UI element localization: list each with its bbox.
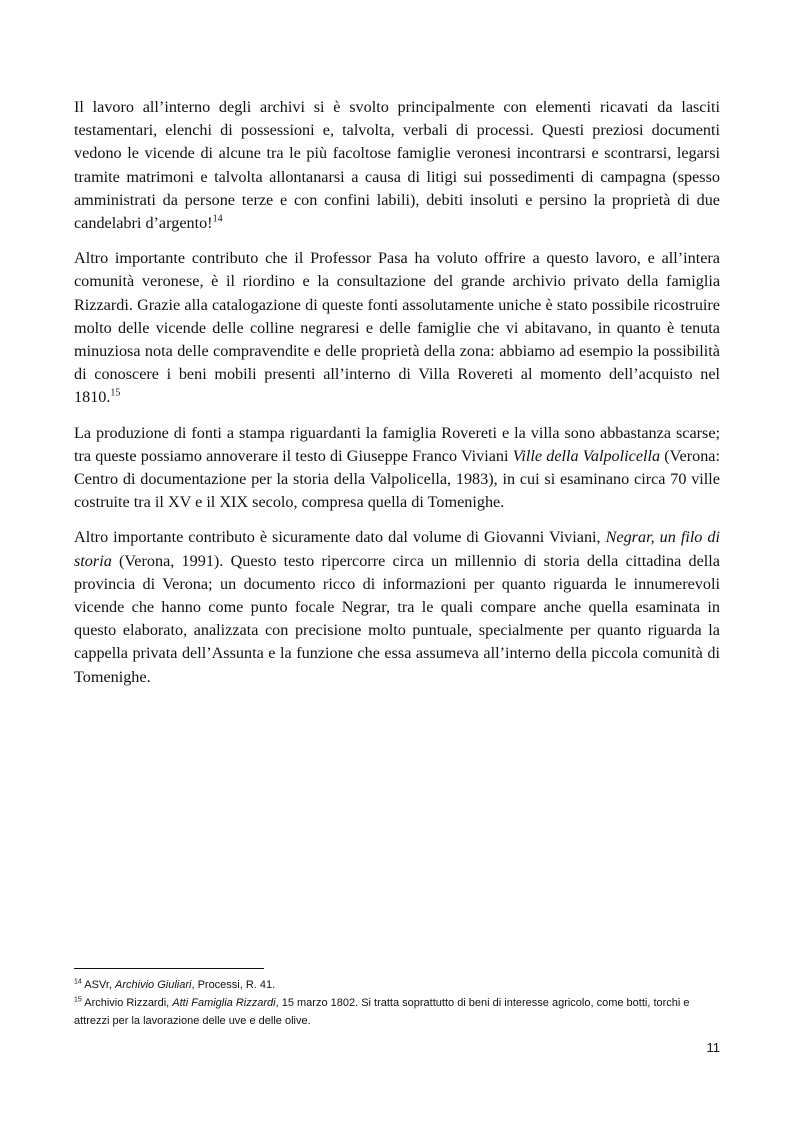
paragraph-printed-sources (74, 422, 720, 515)
footnote-text: Archivio Rizzardi, (81, 997, 173, 1009)
footnote-text: , Processi, R. 41. (191, 979, 276, 991)
book-title: Ville della Valpolicella (512, 446, 661, 465)
footnote-14 (74, 976, 720, 994)
paragraph-text: Altro importante contributo che il Professor Pasa ha voluto offrire a questo lavoro, e all’intera comunità veronese, è il riordino e la consultazione del grande archivio privato della famiglia Rizzardi. Grazie alla catalogazione di queste fonti assolutamente uniche è stato possibile ricostruire molto delle vicende delle colline negraresi e delle famiglie che vi abitavano, in quanto è tenuta minuziosa nota delle compravendite e delle proprietà della zona: abbiamo ad esempio la possibilità di conoscere i beni mobili presenti all’interno di Villa Rovereti al momento dell’acquisto nel 1810. (74, 249, 720, 407)
footnote-ref-14[interactable]: 14 (212, 213, 223, 225)
paragraph-text: (Verona, 1991). Questo testo ripercorre circa un millennio di storia della cittadina della provincia di Verona; un documento ricco di informazioni per quanto riguarda le innumerevoli vicende che hanno come punto focale Negrar, tra le quali compare anche quella esaminata in questo elaborato, analizzata con precisione molto puntuale, specialmente per quanto riguarda la cappella privata dell’Assunta e la funzione che essa assumeva all’interno della piccola comunità di Tomenighe. (74, 551, 720, 686)
footnote-text: ASVr, (81, 979, 116, 991)
paragraph-negrar-volume (74, 526, 720, 688)
page-number: 11 (706, 1040, 720, 1055)
footnote-ref-15[interactable]: 15 (110, 388, 121, 400)
paragraph-text: Il lavoro all’interno degli archivi si è svolto principalmente con elementi ricavati da lasciti testamentari, elenchi di possessioni e, talvolta, verbali di processi. Questi preziosi documenti vedono le vicende di alcune tra le più facoltose famiglie veronesi incontrarsi e scontrarsi, legarsi tramite matrimoni e talvolta allontanarsi a causa di litigi sui possedimenti di campagna (spesso amministrati da persone terze e con confini labili), debiti insoluti e persino la proprietà di due candelabri d’argento! (74, 98, 720, 233)
paragraph-archives (74, 96, 720, 235)
footnotes (74, 976, 720, 1030)
paragraph-rizzardi-archive (74, 247, 720, 409)
footnote-number: 15 (74, 996, 82, 1004)
body-text (74, 96, 720, 701)
paragraph-text: La produzione di fonti a stampa riguardanti la famiglia Rovereti e la villa sono abbastanza scarse; tra queste possiamo annoverare il testo di Giuseppe Franco Viviani (74, 423, 720, 465)
footnote-title: Archivio Giuliari (115, 979, 192, 991)
footnote-15 (74, 994, 720, 1030)
footnote-text: , 15 marzo 1802. Si tratta soprattutto di beni di interesse agricolo, come botti, torchi e attrezzi per la lavorazione delle uve e delle olive. (74, 997, 690, 1027)
paragraph-text: Altro importante contributo è sicuramente dato dal volume di Giovanni Viviani, (74, 528, 606, 547)
paragraph-text: (Verona: Centro di documentazione per la storia della Valpolicella, 1983), in cui si esaminano circa 70 ville costruite tra il XV e il XIX secolo, compresa quella di Tomenighe. (74, 446, 720, 512)
book-title: Negrar, un filo di storia (74, 528, 720, 570)
footnote-title: Atti Famiglia Rizzardi (172, 997, 276, 1009)
footnote-number: 14 (74, 978, 82, 986)
footnote-divider (74, 968, 264, 969)
